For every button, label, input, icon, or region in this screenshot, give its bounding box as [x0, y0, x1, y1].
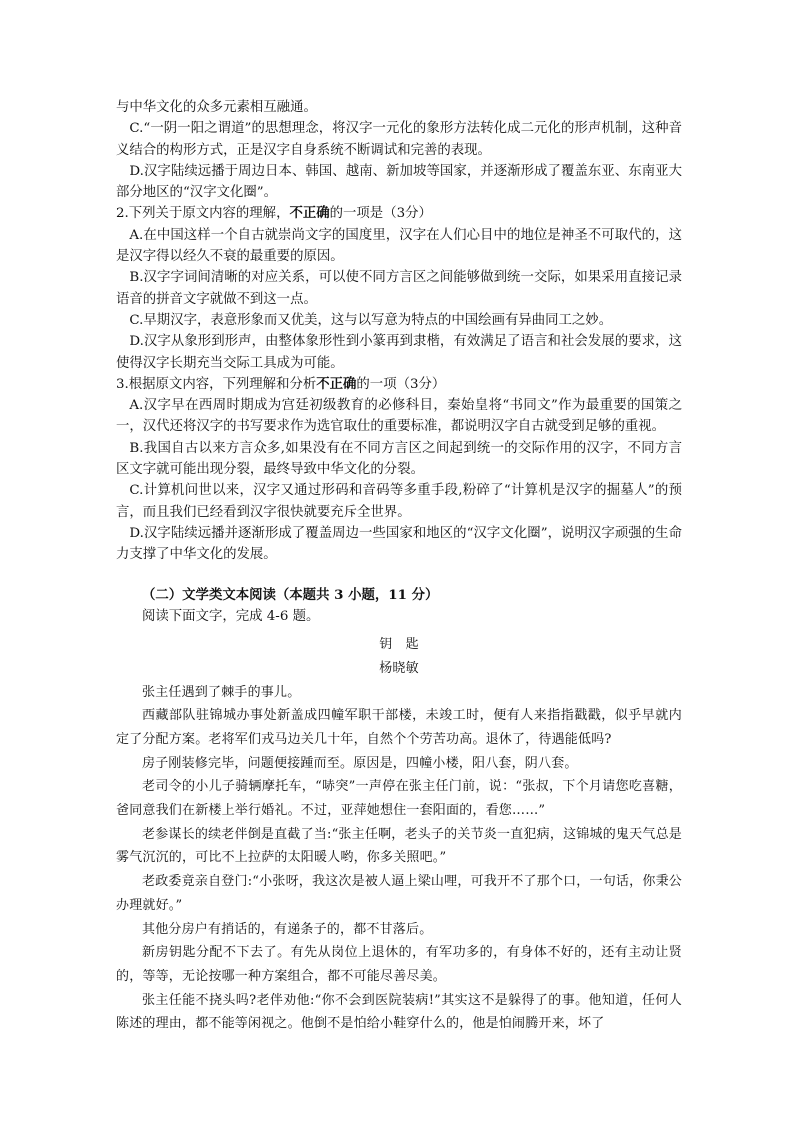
q1-option-c: C.“一阴一阳之谓道”的思想理念，将汉字一元化的象形方法转化成二元化的形声机制，这种音义结合的构形方式，正是汉字自身系统不断调试和完善的表现。: [116, 121, 682, 158]
story-paragraph: 张主任能不挠头吗?老伴劝他:“你不会到医院装病!”其实这不是躲得了的事。他知道，任何人陈述的理由，都不能等闲视之。他倒不是怕给小鞋穿什么的，他是怕闹腾开来，坏了: [116, 992, 682, 1032]
option-b-tail: 与中华文化的众多元素相互融通。: [116, 100, 317, 115]
story-paragraph: 张主任遇到了棘手的事儿。: [142, 684, 301, 700]
q3-option-c: C.计算机问世以来，汉字又通过形码和音码等多重手段,粉碎了“计算机是汉字的掘墓人”的预言，而且我们已经看到汉字很快就要充斥全世界。: [116, 483, 682, 520]
q2-stem-emphasis: 不正确: [289, 205, 330, 222]
reading-instructions: 阅读下面文字，完成 4-6 题。: [142, 608, 320, 624]
question-2-stem: [116, 203, 682, 224]
q3-stem-text-b: 的一项（3分）: [356, 376, 446, 392]
story-author: 杨晓敏: [379, 660, 419, 676]
document-body: [116, 97, 682, 1036]
story-paragraph: 老政委竟亲自登门:“小张呀，我这次是被人逼上梁山哩，可我开不了那个口，一句话，你秉公办理就好。”: [116, 874, 682, 913]
q2-option-a: A.在中国这样一个自古就崇尚文字的国度里，汉字在人们心目中的地位是神圣不可取代的，这是汉字得以经久不衰的最重要的原因。: [116, 227, 682, 265]
story-paragraph: 新房钥匙分配不下去了。有先从岗位上退休的，有军功多的，有身体不好的，还有主动让贤的，等等，无论按哪一种方案组合，都不可能尽善尽美。: [116, 945, 682, 984]
story-paragraph: 老参谋长的续老伴倒是直截了当:“张主任啊，老头子的关节炎一直犯病，这锦城的鬼天气总是雾气沉沉的，可比不上拉萨的太阳暖人哟，你多关照吧。”: [116, 826, 682, 866]
q1-option-d: D.汉字陆续远播于周边日本、韩国、越南、新加坡等国家，并逐渐形成了覆盖东亚、东南亚大部分地区的“汉字文化圈”。: [116, 163, 682, 201]
q3-option-a: A.汉字早在西周时期成为宫廷初级教育的必修科目，秦始皇将“书同文”作为最重要的国策之一，汉代还将汉字的书写要求作为选官取仕的重要标准，都说明汉字自古就受到足够的重视。: [116, 398, 682, 435]
q2-option-b: B.汉字字词间清晰的对应关系，可以使不同方言区之间能够做到统一交际，如果采用直接记录语音的拼音文字就做不到这一点。: [116, 270, 682, 307]
q2-option-d: D.汉字从象形到形声，由整体象形性到小篆再到隶楷，有效满足了语言和社会发展的要求，这使得汉字长期充当交际工具成为可能。: [116, 334, 682, 371]
q2-stem-text-b: 的一项是（3分）: [329, 206, 432, 222]
question-3-stem: [116, 374, 682, 395]
q3-stem-text-a: 3.根据原文内容，下列理解和分析: [116, 376, 317, 392]
section-title: （二）文学类文本阅读（本题共 3 小题，11 分）: [142, 586, 439, 603]
story-paragraph: 其他分房户有捎话的，有递条子的，都不甘落后。: [142, 921, 433, 937]
story-paragraph: 西藏部队驻锦城办事处新盖成四幢军职干部楼，未竣工时，便有人来指指戳戳，似乎早就内定了分配方案。老将军们戎马边关几十年，自然个个劳苦功高。退休了，待遇能低吗?: [116, 708, 682, 747]
q3-option-d: D.汉字陆续远播并逐渐形成了覆盖周边一些国家和地区的“汉字文化圈”，说明汉字顽强的生命力支撑了中华文化的发展。: [116, 525, 682, 563]
story: [116, 633, 682, 1036]
story-paragraph: 房子刚装修完毕，问题便接踵而至。原因是，四幢小楼，阳八套，阴八套。: [142, 755, 578, 771]
q3-stem-emphasis: 不正确: [316, 375, 357, 392]
story-paragraph: 老司令的小儿子骑辆摩托车，“哧突”一声停在张主任门前，说：“张叔，下个月请您吃喜糖，爸同意我们在新楼上举行婚礼。不过，亚萍她想住一套阳面的，看您……”: [116, 779, 682, 819]
story-title: 钥 匙: [379, 637, 419, 653]
q3-option-b: B.我国自古以来方言众多,如果没有在不同方言区之间起到统一的交际作用的汉字，不同方言区文字就可能出现分裂，最终导致中华文化的分裂。: [116, 440, 682, 478]
q2-stem-text-a: 2.下列关于原文内容的理解，: [116, 206, 290, 222]
q2-option-c: C.早期汉字，表意形象而又优美，这与以写意为特点的中国绘画有异曲同工之妙。: [129, 312, 613, 328]
